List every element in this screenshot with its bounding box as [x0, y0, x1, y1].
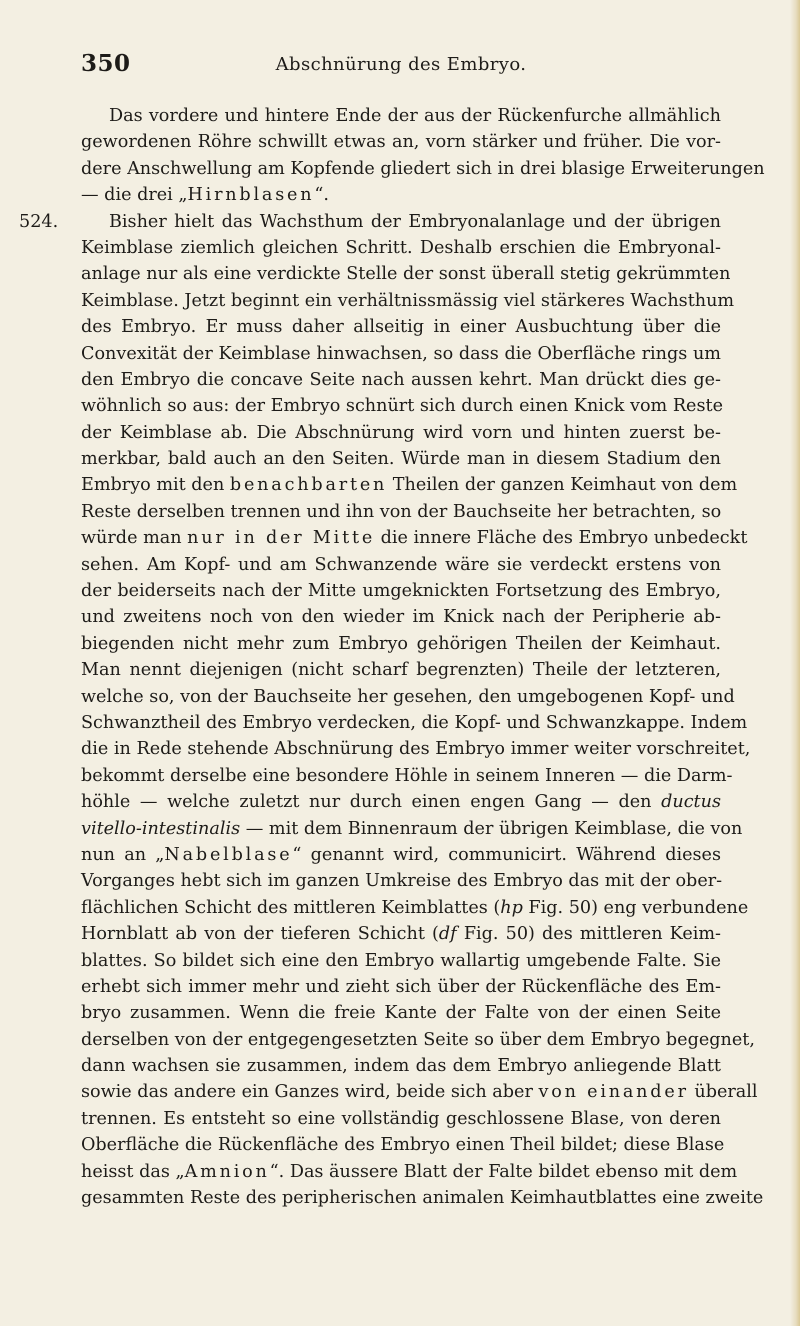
- spaced-term: benachbarten: [229, 475, 388, 496]
- text-line: Das vordere und hintere Ende der aus der Rückenfurche allmählich: [109, 106, 721, 126]
- text-line: [81, 472, 738, 498]
- text-span: “. Das äussere Blatt der Falte bildet ebenso mit dem: [269, 1161, 738, 1182]
- italic-term: hp: [500, 897, 523, 918]
- text-line: erhebt sich immer mehr und zieht sich über der Rückenfläche des Em-: [81, 976, 721, 997]
- page-edge-shadow: [790, 0, 800, 1326]
- text-span: Fig. 50) des mittleren Keim-: [456, 924, 722, 945]
- text-line: und zweitens noch von den wieder im Knick nach der Peripherie ab-: [81, 607, 721, 628]
- text-span: höhle — welche zuletzt nur durch einen engen Gang — den: [81, 792, 662, 813]
- text-span: überall: [688, 1082, 758, 1103]
- text-line: Convexität der Keimblase hinwachsen, so dass die Oberfläche rings um: [81, 343, 721, 364]
- text-line: Keimblase ziemlich gleichen Schritt. Deshalb erschien die Embryonal-: [81, 237, 721, 258]
- text-line: [81, 842, 721, 868]
- text-line: [81, 921, 721, 947]
- page-number: 350: [81, 50, 131, 77]
- text-line: des Embryo. Er muss daher allseitig in einer Ausbuchtung über die: [81, 317, 721, 338]
- text-span: heisst das „: [81, 1161, 185, 1182]
- text-span: Theilen der ganzen Keimhaut von dem: [387, 475, 738, 496]
- text-line: Man nennt diejenigen (nicht scharf begrenzten) Theile der letzteren,: [81, 660, 721, 681]
- text-span: Hornblatt ab von der tieferen Schicht (: [81, 924, 439, 945]
- text-line: der Keimblase ab. Die Abschnürung wird vorn und hinten zuerst be-: [81, 422, 721, 443]
- text-span: “.: [314, 185, 329, 206]
- text-line: [81, 182, 721, 208]
- text-line: [81, 1159, 738, 1185]
- text-line: derselben von der entgegengesetzten Seite so über dem Embryo begegnet,: [81, 1029, 755, 1050]
- text-line: Reste derselben trennen und ihn von der Bauchseite her betrachten, so: [81, 501, 722, 522]
- text-line: Vorganges hebt sich im ganzen Umkreise des Embryo das mit der ober-: [81, 871, 723, 892]
- text-span: nun an „: [81, 844, 165, 865]
- text-line: [19, 209, 721, 235]
- text-line: den Embryo die concave Seite nach aussen kehrt. Man drückt dies ge-: [81, 369, 721, 390]
- text-line: bekommt derselbe eine besondere Höhle in seinem Inneren — die Darm-: [81, 765, 733, 786]
- text-line: blattes. So bildet sich eine den Embryo wallartig umgebende Falte. Sie: [81, 950, 721, 971]
- italic-term: df: [438, 924, 457, 945]
- text-line: anlage nur als eine verdickte Stelle der sonst überall stetig gekrümmten: [81, 264, 731, 285]
- text-line: dann wachsen sie zusammen, indem das dem Embryo anliegende Blatt: [81, 1056, 721, 1077]
- text-line: [81, 895, 749, 921]
- text-span: Bisher hielt das Wachsthum der Embryonalanlage und der übrigen: [109, 211, 721, 232]
- text-line: dere Anschwellung am Kopfende gliedert sich in drei blasige Erweiterungen: [81, 158, 765, 179]
- text-line: Schwanztheil des Embryo verdecken, die Kopf- und Schwanzkappe. Indem: [81, 712, 748, 733]
- text-line: Oberfläche die Rückenfläche des Embryo einen Theil bildet; diese Blase: [81, 1135, 725, 1156]
- text-line: merkbar, bald auch an den Seiten. Würde man in diesem Stadium den: [81, 449, 721, 470]
- section-number: 524.: [19, 211, 59, 232]
- text-span: — die drei „: [81, 185, 188, 206]
- page-header: [81, 50, 721, 84]
- text-line: [81, 525, 748, 551]
- body-text: [19, 103, 765, 1211]
- spaced-term: Nabelblase: [164, 844, 293, 865]
- text-span: flächlichen Schicht des mittleren Keimblattes (: [81, 897, 501, 918]
- text-line: der beiderseits nach der Mitte umgeknickten Fortsetzung des Embryo,: [81, 581, 721, 602]
- italic-term: vitello-intestinalis: [81, 818, 241, 839]
- text-line: gesammten Reste des peripherischen animalen Keimhautblattes eine zweite: [81, 1188, 764, 1209]
- italic-term: ductus: [661, 792, 721, 813]
- text-line: bryo zusammen. Wenn die freie Kante der Falte von der einen Seite: [81, 1003, 721, 1024]
- running-head: Abschnürung des Embryo.: [275, 54, 527, 75]
- spaced-term: nur in der Mitte: [187, 528, 376, 549]
- text-line: wöhnlich so aus: der Embryo schnürt sich durch einen Knick vom Reste: [81, 396, 723, 417]
- text-span: Fig. 50) eng verbundene: [522, 897, 749, 918]
- text-line: [81, 789, 721, 815]
- text-line: biegenden nicht mehr zum Embryo gehörigen Theilen der Keimhaut.: [81, 633, 721, 654]
- text-line: die in Rede stehende Abschnürung des Embryo immer weiter vorschreitet,: [81, 739, 751, 760]
- text-line: Keimblase. Jetzt beginnt ein verhältnissmässig viel stärkeres Wachsthum: [81, 290, 735, 311]
- text-line: trennen. Es entsteht so eine vollständig geschlossene Blase, von deren: [81, 1108, 721, 1129]
- spaced-term: von einander: [538, 1082, 689, 1103]
- spaced-term: Amnion: [184, 1161, 270, 1182]
- text-span: würde man: [81, 528, 188, 549]
- text-line: sehen. Am Kopf- und am Schwanzende wäre sie verdeckt erstens von: [81, 554, 721, 575]
- text-span: “ genannt wird, communicirt. Während dieses: [292, 844, 721, 865]
- text-line: [81, 816, 743, 842]
- text-span: sowie das andere ein Ganzes wird, beide sich aber: [81, 1082, 539, 1103]
- text-span: Embryo mit den: [81, 475, 230, 496]
- text-span: — mit dem Binnenraum der übrigen Keimblase, die von: [240, 818, 743, 839]
- text-line: [81, 1079, 758, 1105]
- spaced-term: Hirnblasen: [187, 185, 315, 206]
- text-line: gewordenen Röhre schwillt etwas an, vorn stärker und früher. Die vor-: [81, 132, 721, 153]
- text-span: die innere Fläche des Embryo unbedeckt: [375, 528, 748, 549]
- text-line: welche so, von der Bauchseite her gesehen, den umgebogenen Kopf- und: [81, 686, 735, 707]
